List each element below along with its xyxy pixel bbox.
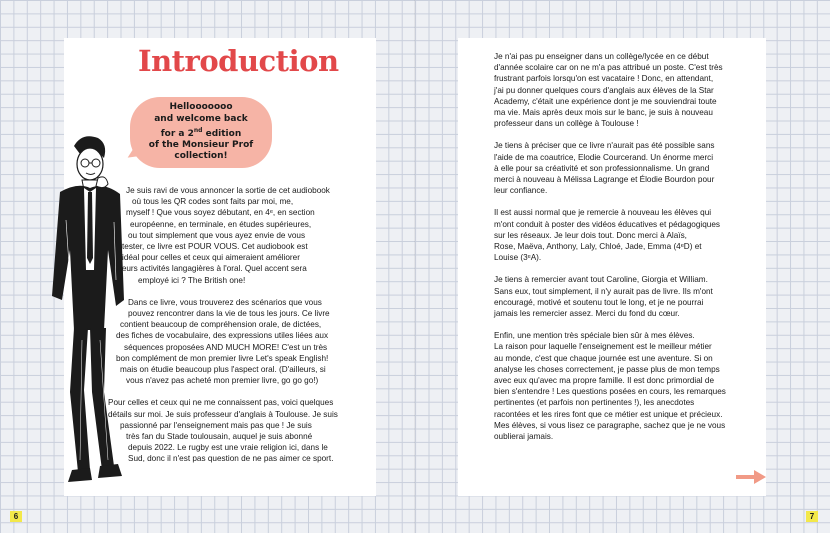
text-line: d'année scolaire car on ne m'a pas attribué un poste. C'est très — [494, 63, 723, 73]
text-line: Academy, c'était une expérience dont je me souviendrai toute — [494, 96, 717, 106]
text-line: La raison pour laquelle l'enseignement est le meilleur métier — [494, 342, 712, 352]
text-line: bon complément de mon premier livre Let's speak English! — [116, 353, 329, 363]
text-line: séquences proposées AND MUCH MORE! C'est un très — [124, 342, 328, 352]
text-line: passionné par l'enseignement mais pas que ! Je suis — [120, 420, 312, 430]
paragraph — [108, 297, 372, 387]
text-line: pertinentes (et parfois non pertinentes !), les anecdotes — [494, 398, 695, 408]
bubble-line-part: edition — [202, 128, 242, 139]
text-line: pouvez rencontrer dans la vie de tous les jours. Ce livre — [128, 309, 330, 319]
text-line: depuis 2022. Le rugby est une vraie religion ici, dans le — [128, 443, 328, 453]
text-line: vous n'avez pas acheté mon premier livre, go go go!) — [126, 376, 319, 386]
text-line: leur confiance. — [494, 186, 548, 196]
text-line: sur les réseaux. Je leur dois tout. Donc merci à Alaïs, — [494, 230, 687, 240]
paragraph — [494, 140, 756, 196]
text-line: Je suis ravi de vous annoncer la sortie de cet audiobook — [126, 186, 330, 195]
text-line: à elle pour sa créativité et son professionnalisme. Un grand — [494, 163, 710, 173]
text-line: où tous les QR codes sont faits par moi, me, — [132, 197, 294, 207]
text-line: mais on étudie beaucoup plus l'aspect oral. (D'ailleurs, si — [120, 365, 326, 375]
text-line: tester, ce livre est POUR VOUS. Cet audiobook est — [122, 242, 308, 252]
text-line: au monde, c'est que chaque journée est une aventure. Si on — [494, 353, 713, 363]
bubble-line: of the Monsieur Prof — [148, 140, 254, 151]
text-line: Louise (3ᵉA). — [494, 253, 542, 263]
text-line: des fiches de vocabulaire, des expressions utiles liées aux — [116, 331, 329, 341]
bubble-line: collection! — [174, 151, 228, 162]
text-line: européenne, en terminale, en études supérieures, — [130, 219, 312, 229]
bubble-superscript: nd — [193, 126, 203, 134]
text-line: Rose, Maëva, Anthony, Laly, Chloé, Jade, Emma (4ᵉD) et — [494, 242, 702, 252]
text-line: jamais les remercier assez. Merci du fond du cœur. — [494, 309, 680, 319]
text-line: employé ici ? The British one! — [138, 275, 246, 285]
bubble-line: and welcome back — [154, 113, 248, 124]
paragraph — [108, 397, 372, 464]
page-number-right: 7 — [806, 511, 818, 522]
left-page-body — [108, 185, 372, 476]
bubble-line-part: for a 2 — [160, 128, 194, 139]
text-line: Je tiens à préciser que ce livre n'aurait pas été possible sans — [494, 141, 715, 151]
text-line: Sans eux, tout simplement, il n'y aurait pas de livre. Ils m'ont — [494, 286, 713, 296]
text-line: Pour celles et ceux qui ne me connaissent pas, voici quelques — [108, 398, 334, 408]
text-line: l'aide de ma coautrice, Elodie Courcerand. Un énorme merci — [494, 152, 714, 162]
text-line: Sud, donc il n'est pas question de ne pas aimer ce sport. — [128, 454, 334, 464]
paragraph — [494, 330, 756, 442]
text-line: professeur dans un collège à Toulouse ! — [494, 119, 639, 129]
text-line: oublierai jamais. — [494, 432, 554, 442]
text-line: Dans ce livre, vous trouverez des scénarios que vous — [128, 297, 322, 307]
speech-bubble — [130, 97, 272, 168]
book-spine — [414, 0, 416, 533]
text-line: bien s'entendre ! Les questions posées en cours, les remarques — [494, 387, 726, 397]
text-line: contient beaucoup de compréhension orale, de dictées, — [120, 320, 322, 330]
paragraph — [108, 185, 372, 286]
paragraph — [494, 207, 756, 263]
page-title: Introduction — [138, 44, 339, 78]
bubble-line — [161, 125, 241, 140]
text-line: très fan du Stade toulousain, auquel je suis abonné — [126, 432, 313, 442]
text-line: Enfin, une mention très spéciale bien sûr à mes élèves. — [494, 331, 695, 341]
page-number-left: 6 — [10, 511, 22, 522]
text-line: Il est aussi normal que je remercie à nouveau les élèves qui — [494, 208, 712, 218]
text-line: Je tiens à remercier avant tout Caroline, Giorgia et William. — [494, 275, 708, 285]
right-page-body — [494, 51, 756, 453]
text-line: analyse les choses correctement, je passe plus de mon temps — [494, 364, 720, 374]
text-line: myself ! Que vous soyez débutant, en 4ᵉ, en section — [126, 208, 315, 218]
text-line: Je n'ai pas pu enseigner dans un collège/lycée en ce début — [494, 52, 709, 61]
text-line: frustrant parfois lorsqu'on est vacataire ! Donc, en attendant, — [494, 74, 714, 84]
text-line: merci à nouveau à Mélissa Lagrange et Élodie Bourdon pour — [494, 175, 715, 185]
text-line: encouragé, motivé et soutenu tout le long, et je ne pourrai — [494, 297, 704, 307]
text-line: ma vie. Mais après deux mois sur le banc, je suis à nouveau — [494, 108, 713, 118]
text-line: ou tout simplement que vous ayez envie de vous — [128, 230, 306, 240]
next-page-arrow-icon[interactable] — [736, 470, 766, 484]
text-line: avec eux qu'avec ma propre famille. Il est donc primordial de — [494, 376, 715, 386]
paragraph — [494, 274, 756, 319]
paragraph — [494, 51, 756, 129]
text-line: leurs activités langagières à l'oral. Quel accent sera — [120, 264, 307, 274]
text-line: j'ai pu donner quelques cours d'anglais aux élèves de la Star — [494, 85, 714, 95]
text-line: m'ont conduit à poster des vidéos éducatives et pédagogiques — [494, 219, 720, 229]
text-line: racontées et les rires font que ce métier est unique et précieux. — [494, 409, 723, 419]
text-line: idéal pour celles et ceux qui aimeraient améliorer — [122, 253, 300, 263]
text-line: détails sur moi. Je suis professeur d'anglais à Toulouse. Je suis — [108, 409, 338, 419]
text-line: Mes élèves, si vous lisez ce paragraphe, sachez que je ne vous — [494, 420, 726, 430]
bubble-line: Hellooooooo — [169, 102, 233, 113]
